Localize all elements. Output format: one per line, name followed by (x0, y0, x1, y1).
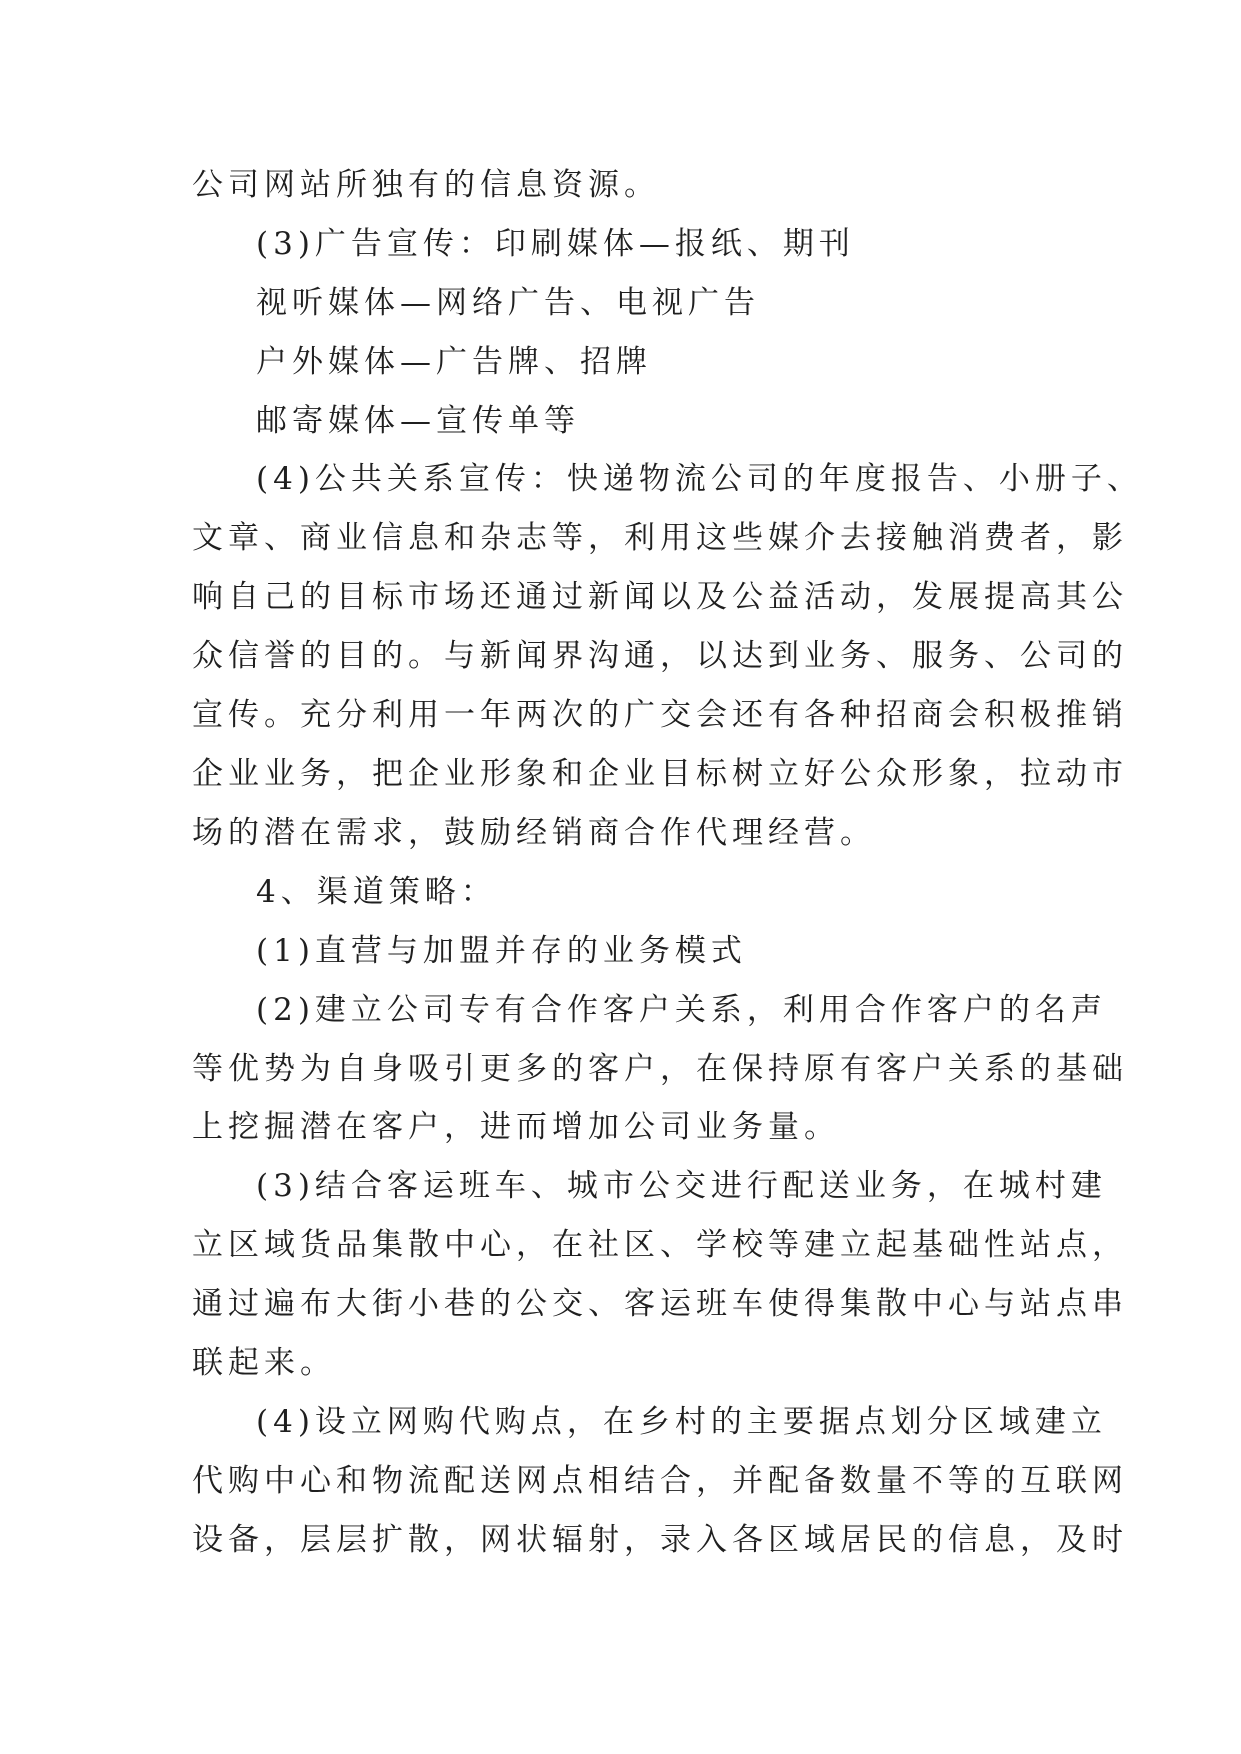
text-line-20: 通过遍布大街小巷的公交、客运班车使得集散中心与站点串 (192, 1286, 1128, 1322)
text-line-23: 代购中心和物流配送网点相结合，并配备数量不等的互联网 (192, 1463, 1128, 1499)
text-line-4: 户外媒体—广告牌、招牌 (256, 344, 652, 380)
text-line-14: (1)直营与加盟并存的业务模式 (256, 933, 747, 969)
text-line-19: 立区域货品集散中心，在社区、学校等建立起基础性站点， (192, 1227, 1128, 1263)
text-line-21: 联起来。 (192, 1345, 336, 1381)
text-line-22: (4)设立网购代购点，在乡村的主要据点划分区域建立 (256, 1404, 1107, 1440)
text-line-1: 公司网站所独有的信息资源。 (192, 167, 660, 203)
text-line-2: (3)广告宣传：印刷媒体—报纸、期刊 (256, 226, 855, 262)
text-line-18: (3)结合客运班车、城市公交进行配送业务，在城村建 (256, 1168, 1107, 1204)
text-line-13: 4、渠道策略： (256, 874, 497, 910)
text-line-12: 场的潜在需求，鼓励经销商合作代理经营。 (192, 815, 876, 851)
text-line-10: 宣传。充分利用一年两次的广交会还有各种招商会积极推销 (192, 697, 1128, 733)
text-line-7: 文章、商业信息和杂志等，利用这些媒介去接触消费者，影 (192, 520, 1128, 556)
text-line-11: 企业业务，把企业形象和企业目标树立好公众形象，拉动市 (192, 756, 1128, 792)
text-line-5: 邮寄媒体—宣传单等 (256, 403, 580, 439)
text-line-16: 等优势为自身吸引更多的客户，在保持原有客户关系的基础 (192, 1051, 1128, 1087)
text-line-3: 视听媒体—网络广告、电视广告 (256, 285, 760, 321)
text-line-15: (2)建立公司专有合作客户关系，利用合作客户的名声 (256, 992, 1107, 1028)
text-line-9: 众信誉的目的。与新闻界沟通，以达到业务、服务、公司的 (192, 638, 1128, 674)
text-line-24: 设备，层层扩散，网状辐射，录入各区域居民的信息，及时 (192, 1522, 1128, 1558)
text-line-6: (4)公共关系宣传：快递物流公司的年度报告、小册子、 (256, 461, 1143, 497)
text-line-17: 上挖掘潜在客户，进而增加公司业务量。 (192, 1109, 840, 1145)
text-line-8: 响自己的目标市场还通过新闻以及公益活动，发展提高其公 (192, 579, 1128, 615)
